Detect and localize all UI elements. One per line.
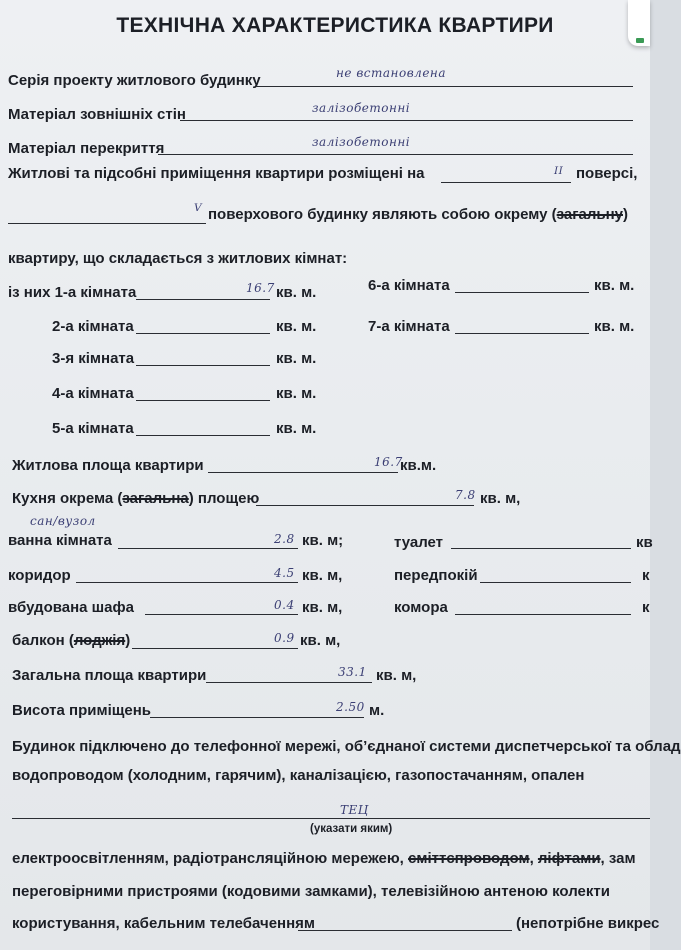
corridor-unit: кв. м, [302,567,343,584]
walls-line [180,120,633,121]
living-value: 16.7 [374,455,403,469]
balcony-unit: кв. м, [300,632,341,649]
corridor-label: коридор [8,567,71,584]
balcony-value: 0.9 [274,631,295,645]
heating-value: ТЕЦ [340,803,369,817]
wardrobe-label: вбудована шафа [8,599,134,616]
storeys-line [8,223,206,224]
room7-unit: кв. м. [594,318,635,335]
room3-unit: кв. м. [276,350,317,367]
series-value: не встановлена [336,66,446,80]
room4-label: 4-а кімната [52,385,134,402]
room1-unit: кв. м. [276,284,317,301]
hall-label: передпокій [394,567,478,584]
wardrobe-unit: кв. м, [302,599,343,616]
balcony-line [132,648,298,649]
floors-value: залізобетонні [312,135,411,149]
kitchen-value: 7.8 [455,488,476,502]
connected-line-2: водопроводом (холодним, гарячим), каналізацією, газопостачанням, опален [12,767,585,784]
floors-line [158,154,633,155]
total-unit: кв. м, [376,667,417,684]
rooms-intro: квартиру, що складається з житлових кімнат: [8,250,348,267]
total-label: Загальна площа квартири [12,667,207,684]
cable-label: користування, кабельним телебаченням [12,915,316,932]
bath-value: 2.8 [274,532,295,546]
floors-label: Матеріал перекриття [8,140,165,157]
series-line [256,86,633,87]
room2-label: 2-а кімната [52,318,134,335]
height-line [150,717,364,718]
specify-note: (указати яким) [310,823,393,835]
walls-value: залізобетонні [312,101,411,115]
height-unit: м. [369,702,385,719]
bath-unit: кв. м; [302,532,344,549]
storage-line [455,614,631,615]
room4-unit: кв. м. [276,385,317,402]
hall-line [480,582,631,583]
kitchen-unit: кв. м, [480,490,521,507]
room3-label: 3-я кімната [52,350,135,367]
located-label: Житлові та підсобні приміщення квартири розміщені на [8,165,425,182]
height-label: Висота приміщень [12,702,152,719]
connected-line-1: Будинок підключено до телефонної мережі, об’єднаної системи диспетчерської та облад [12,738,681,755]
wardrobe-value: 0.4 [274,598,295,612]
toilet-line [451,548,631,549]
heating-line [12,818,650,819]
living-line [208,472,398,473]
page-title: ТЕХНІЧНА ХАРАКТЕРИСТИКА КВАРТИРИ [116,14,554,37]
room3-line [136,365,270,366]
cable-note: (непотрібне викрес [516,915,660,932]
storage-label: комора [394,599,448,616]
floor-suffix: поверсі, [576,165,638,182]
balcony-label: балкон (лоджія) [12,632,131,649]
room1-value: 16.7 [246,281,275,295]
corridor-line [76,582,298,583]
kitchen-label: Кухня окрема (загальна) площею [12,490,260,507]
living-unit: кв.м. [400,457,437,474]
toilet-label: туалет [394,534,444,551]
room2-unit: кв. м. [276,318,317,335]
hall-unit: к [642,567,650,584]
height-value: 2.50 [336,700,365,714]
electric-line: електроосвітленням, радіотрансляційною мережею, сміттєпроводом, ліфтами, зам [12,850,636,867]
status-dot-icon [636,38,644,43]
series-label: Серія проекту житлового будинку [8,72,261,89]
storage-unit: к [642,599,650,616]
room6-unit: кв. м. [594,277,635,294]
toilet-unit: кв [636,534,653,551]
bath-note: сан/вузол [30,514,96,528]
living-label: Житлова площа квартири [12,457,204,474]
total-value: 33.1 [338,665,367,679]
walls-label: Матеріал зовнішніх стін [8,106,186,123]
room6-label: 6-а кімната [368,277,450,294]
room1-label: із них 1-а кімната [8,284,137,301]
room6-line [455,292,589,293]
total-line [206,682,372,683]
room5-unit: кв. м. [276,420,317,437]
room5-line [136,435,270,436]
wardrobe-line [145,614,298,615]
room7-line [455,333,589,334]
cable-line [298,930,512,931]
bath-line [118,548,298,549]
floor-line [441,182,571,183]
bath-label: ванна кімната [8,532,112,549]
room5-label: 5-а кімната [52,420,134,437]
corridor-value: 4.5 [274,566,295,580]
room4-line [136,400,270,401]
room2-line [136,333,270,334]
kitchen-line [256,505,474,506]
room1-line [136,299,270,300]
floor-number: ІІ [554,165,564,177]
storeys-value: V [194,202,203,214]
room7-label: 7-а кімната [368,318,450,335]
intercom-line: переговірними пристроями (кодовими замками), телевізійною антеною колекти [12,883,610,900]
storeys-text: поверхового будинку являють собою окрему (загальну) [208,206,628,223]
